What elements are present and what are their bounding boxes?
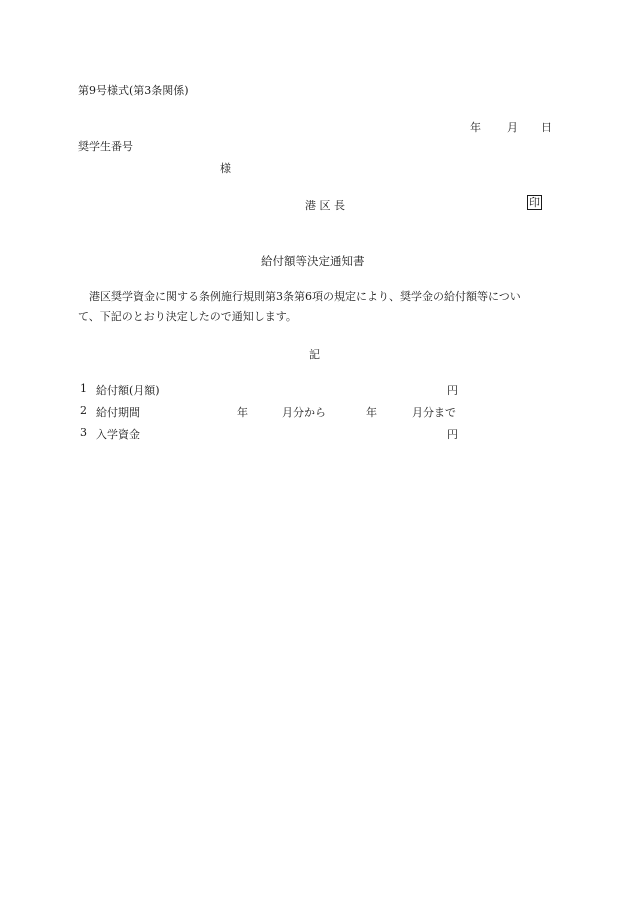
item-3-number: 3 [80,426,87,439]
body-paragraph [78,287,558,327]
seal-label: 印 [529,196,540,209]
item-2-number: 2 [80,404,87,417]
student-number-label: 奨学生番号 [78,140,133,153]
document-title: 給付額等決定通知書 [261,254,365,268]
date-year-label: 年 [470,121,481,134]
seal-mark [527,195,542,210]
item-2-to-month: 月分まで [412,406,456,419]
item-3-label: 入学資金 [96,428,140,441]
item-1-unit: 円 [447,384,458,397]
item-1-label: 給付額(月額) [96,384,160,397]
date-day-label: 日 [541,121,552,134]
item-2-from-year: 年 [237,406,248,419]
date-month-label: 月 [507,121,518,134]
body-line-2: て、下記のとおり決定したので通知します。 [78,310,297,323]
item-3-unit: 円 [447,428,458,441]
note-heading: 記 [309,348,320,361]
form-number: 第9号様式(第3条関係) [78,84,189,97]
item-1-number: 1 [80,382,87,395]
item-2-label: 給付期間 [96,406,140,419]
body-line-1: 港区奨学資金に関する条例施行規則第3条第6項の規定により、奨学金の給付額等につい [89,290,521,303]
item-2-to-year: 年 [366,406,377,419]
recipient-honorific: 様 [220,162,231,175]
item-2-from-month: 月分から [282,406,326,419]
issuer-title: 港 区 長 [305,199,345,212]
